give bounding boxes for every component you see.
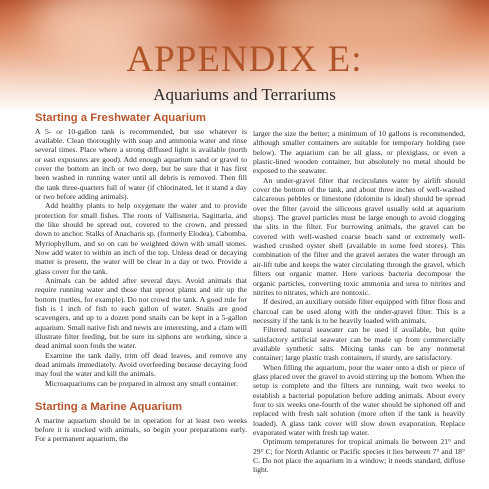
page-subtitle: Aquariums and Terrariums [153, 85, 336, 104]
paragraph: When filling the aquarium, pour the water onto a dish or piece of glass placed over the gravel to avoid stirring up the bottom. When the setup is complete and the filters are running, wait two weeks to establish a bacterial population before adding animals. About every four to six weeks one-fourth of the water should be siphoned off and replaced with fresh salt solution (more often if the tank is heavily loaded). A glass tank cover will slow down evaporation. Replace evaporated water with fresh tap water. [253, 362, 465, 437]
paragraph: A marine aquarium should be in operation for at least two weeks before it is stocked with animals, so begin your preparations early. For a permanent aquarium, the [35, 415, 247, 444]
paragraph: An under-gravel filter that recirculates water by airlift should cover the bottom of the tank, and about three inches of well-washed calcareous pebbles or limestone (dolomite is ideal) should be spread over the filter (avoid the siliceous gravel usually sold at aquarium shops). The gravel particles must be large enough to avoid clogging the slits in the filter. For burrowing animals, the gravel can be covered with well-washed coarse beach sand or extremely well-washed crushed oyster shell (available in some feed stores). This combination of the filter and the gravel aerates the water through an air-lift tube and keeps the water circulating through the gravel, which filters out organic matter. Here various bacteria decompose the organic particles, converting toxic ammonia and urea to nitrites and nitrites to nitrates, which are nontoxic. [253, 175, 465, 297]
section-heading-marine: Starting a Marine Aquarium [35, 401, 183, 414]
paragraph: Microaquariums can be prepared in almost any small container. [45, 378, 238, 388]
left-column [35, 112, 247, 444]
right-column [253, 129, 465, 475]
paragraph: A 5- or 10-gallon tank is recommended, but use whatever is available. Clean thoroughly with soap and ammonia water and rinse several times. Place where a strong diffused light is available (north or east exposures are good). Add enough aquarium sand or gravel to cover the bottom an inch or two deep, but be sure that it has first been washed in running water until all debris is removed. Then fill the tank three-quarters full of water (if chlorinated, let it stand a day or two before adding animals). [35, 126, 247, 201]
paragraph: Animals can be added after several days. Avoid animals that require running water and those that uproot plants and stir up the bottom (turtles, for example). Do not crowd the tank. A good rule for fish is 1 inch of fish to each gallon of water. Snails are good scavengers, and up to a dozen pond snails can be kept in a 5-gallon aquarium. Small native fish and newts are interesting, and a clam will illustrate filter feeding, but be sure its siphons are working, since a dead animal soon fouls the water. [35, 276, 247, 351]
paragraph: Examine the tank daily, trim off dead leaves, and remove any dead animals immediately. Avoid overfeeding because decaying food may foul the water and kill the animals. [35, 350, 247, 379]
paragraph: Filtered natural seawater can be used if available, but quite satisfactory artificial seawater can be made up from commercially available synthetic salts. Mixing tanks can be any nonmetal container; large plastic trash containers, if sturdy, are satisfactory. [253, 325, 465, 363]
paragraph: Add healthy plants to help oxygenate the water and to provide protection for small fishes. The roots of Vallisneria, Sagittaria, and the like should be spread out, covered to the crown, and pressed down to anchor. Stalks of Anacharis sp. (formerly Elodea), Cabomba, Myriophyllum, and so on can be weighted down with small stones. Now add water to within an inch of the top. Unless dead or decaying matter is present, the water will be clear in a day or two. Provide a glass cover for the tank. [35, 201, 247, 276]
paragraph: larger the size the better; a minimum of 10 gallons is recommended, although smaller containers are suitable for temporary holding (see below). The aquarium can be all glass, or plexiglass, or even a plastic-lined wooden container, but absolutely no metal should be exposed to the seawater. [253, 129, 465, 176]
paragraph: Optimum temperatures for tropical animals lie between 21° and 29° C; for North Atlantic or Pacific species it lies between 7° and 18° C. Do not place the aquarium in a window; it needs standard, diffuse light. [253, 437, 465, 475]
page-title: APPENDIX E: [126, 39, 363, 80]
section-heading-freshwater: Starting a Freshwater Aquarium [35, 112, 206, 124]
paragraph: If desired, an auxiliary outside filter equipped with filter floss and charcoal can be used along with the under-gravel filter. This is a necessity if the tank is to be heavily loaded with animals. [253, 297, 465, 325]
